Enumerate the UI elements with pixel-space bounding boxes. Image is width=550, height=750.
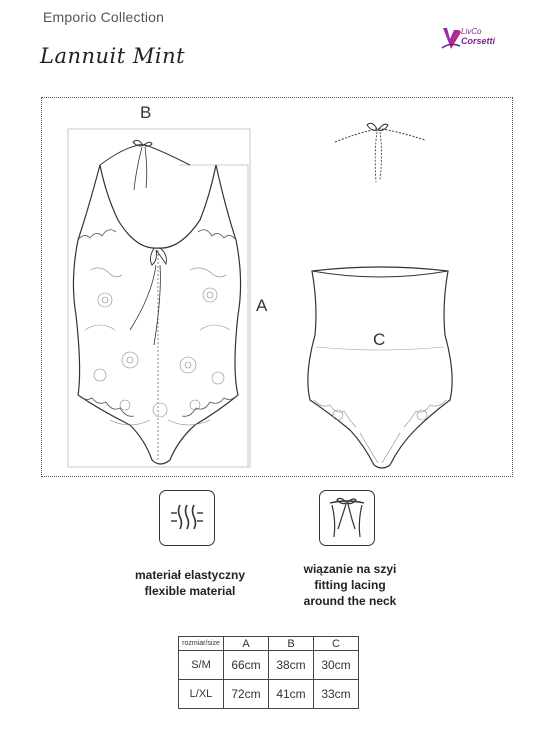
logo-line1: LivCo — [461, 27, 482, 36]
neck-lacing-icon — [320, 491, 374, 545]
neck-lacing-icon-box — [319, 490, 375, 546]
logo-mark-icon — [440, 26, 462, 50]
front-bodysuit-illustration — [60, 120, 260, 480]
feature-lacing-line-en1: fitting lacing — [314, 578, 386, 592]
measurement-a-label: A — [256, 296, 268, 315]
size-table-corner-header: rozmiar/size — [179, 637, 224, 651]
size-table-header-a: A — [224, 637, 269, 651]
size-table — [178, 636, 359, 709]
feature-lacing-line-pl: wiązanie na szyi — [303, 562, 397, 576]
measurement-b-guide — [68, 129, 250, 467]
neck-strap-illustration — [330, 112, 430, 187]
size-label: L/XL — [179, 680, 224, 709]
size-label: S/M — [179, 651, 224, 680]
measurement-c-label: C — [373, 330, 386, 349]
measurement-b-label: B — [140, 103, 152, 122]
size-value-a: 72cm — [224, 680, 269, 709]
back-bodysuit-illustration — [300, 265, 460, 475]
size-value-a: 66cm — [224, 651, 269, 680]
table-row — [179, 680, 359, 709]
collection-title: Emporio Collection — [43, 9, 165, 25]
elastic-waves-icon — [160, 491, 214, 545]
logo-line2: Corsetti — [461, 36, 496, 46]
size-table-header-row — [179, 637, 359, 651]
feature-lacing-line-en2: around the neck — [303, 594, 397, 608]
size-value-b: 41cm — [269, 680, 314, 709]
elastic-material-icon-box — [159, 490, 215, 546]
size-table-header-b: B — [269, 637, 314, 651]
table-row — [179, 651, 359, 680]
size-value-b: 38cm — [269, 651, 314, 680]
feature-elastic-line-pl: materiał elastyczny — [134, 568, 246, 582]
feature-elastic-line-en: flexible material — [144, 584, 236, 598]
size-value-c: 33cm — [314, 680, 359, 709]
size-value-c: 30cm — [314, 651, 359, 680]
brand-logo — [440, 22, 510, 56]
size-table-header-c: C — [314, 637, 359, 651]
feature-lacing-text — [270, 561, 430, 609]
product-name: Lannuit Mint — [40, 44, 186, 68]
feature-elastic-text — [110, 567, 270, 599]
